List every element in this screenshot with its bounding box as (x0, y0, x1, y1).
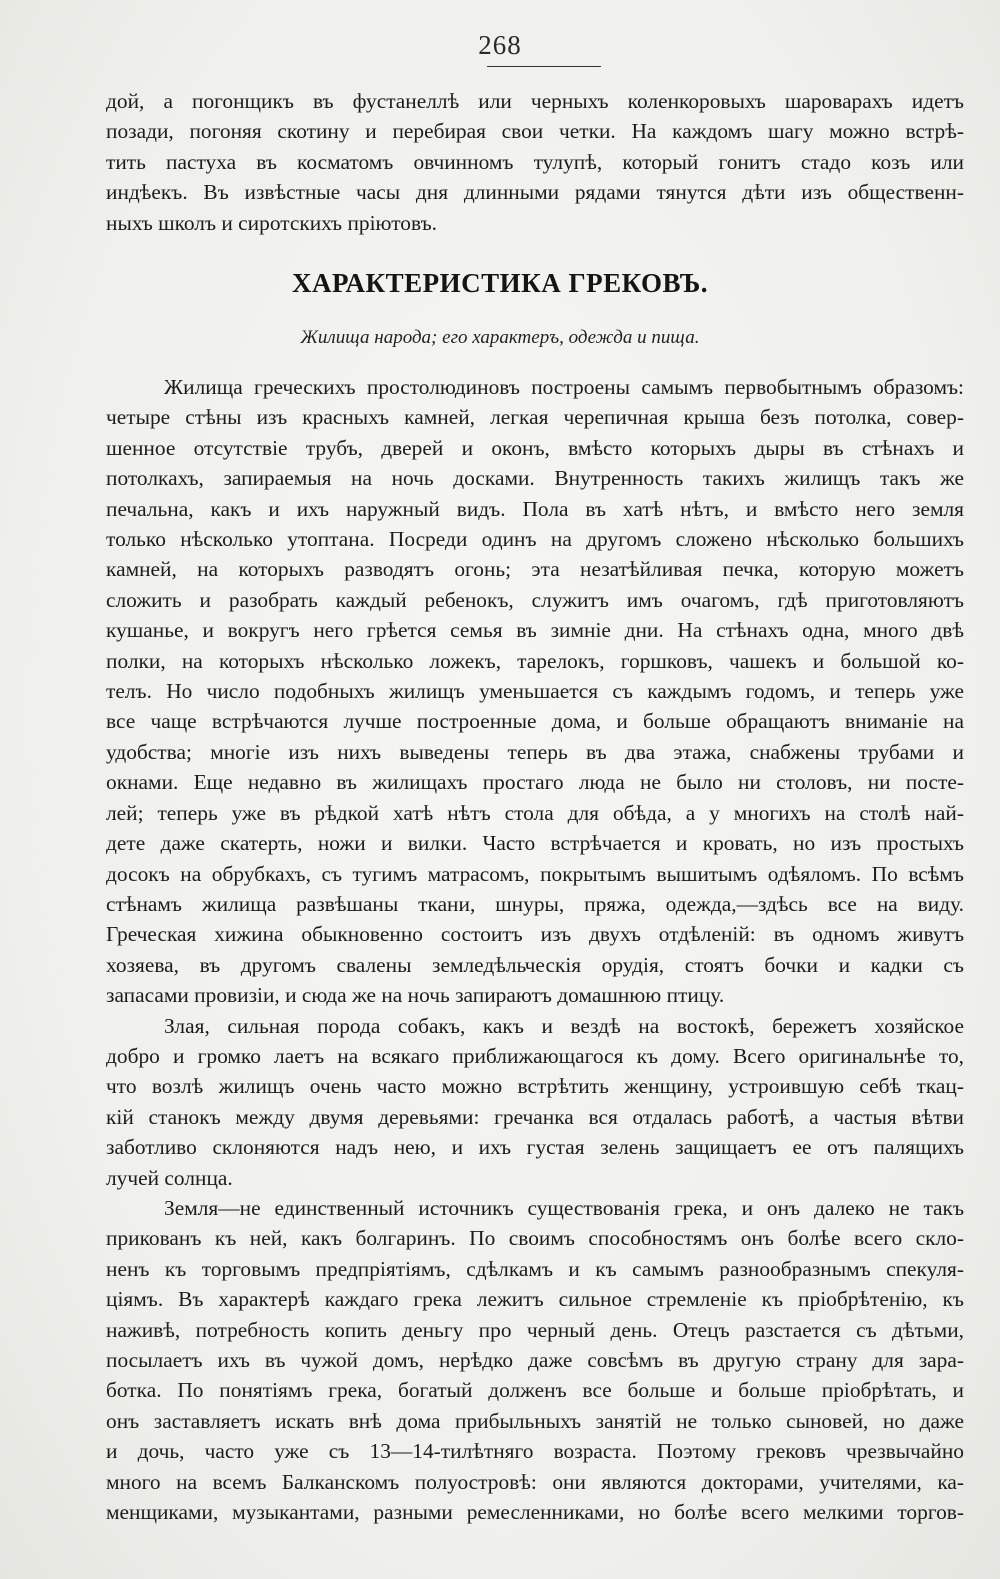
text-line: дой, а погонщикъ въ фустанеллѣ или черныхъ коленкоровыхъ шароварахъ идетъ (106, 89, 964, 113)
text-line: досокъ на обрубкахъ, съ тугимъ матрасомъ, покрытымъ вышитымъ одѣяломъ. По всѣмъ (106, 861, 964, 886)
text-line: ненъ къ торговымъ предпріятіямъ, сдѣлкамъ и къ самымъ разнообразнымъ спекуля- (106, 1256, 964, 1281)
text-line: Жилища греческихъ простолюдиновъ построены самымъ первобытнымъ образомъ: (164, 375, 964, 399)
main-text (106, 372, 964, 1527)
text-line: посылаетъ ихъ въ чужой домъ, нерѣдко даже совсѣмъ въ другую страну для зара- (106, 1348, 964, 1372)
text-line: тить пастуха въ косматомъ овчинномъ тулупѣ, который гонитъ стадо козъ или (106, 149, 964, 174)
text-line: позади, погоняя скотину и перебирая свои четки. На каждомъ шагу можно встрѣ- (106, 119, 964, 144)
text-line: только нѣсколько утоптана. Посреди одинъ на другомъ сложено нѣсколько большихъ (106, 527, 964, 552)
text-line: телъ. Но число подобныхъ жилищъ уменьшается съ каждымъ годомъ, и теперь уже (106, 679, 964, 704)
text-line: индѣекъ. Въ извѣстные часы дня длинными рядами тянутся дѣти изъ общественн- (106, 180, 964, 205)
top-paragraph (106, 86, 964, 238)
text-line: ціямъ. Въ характерѣ каждаго грека лежитъ сильное стремленіе къ пріобрѣтенію, къ (106, 1287, 964, 1312)
section-subtitle: Жилища народа; его характеръ, одежда и пища. (300, 327, 700, 348)
text-line: запасами провизіи, и сюда же на ночь запираютъ домашнюю птицу. (106, 983, 725, 1008)
text-line: менщиками, музыкантами, разными ремесленниками, но болѣе всего мелкими торгов- (106, 1500, 964, 1525)
text-line: лей; теперь уже въ рѣдкой хатѣ нѣтъ стола для обѣда, а у многихъ на столѣ най- (106, 800, 964, 825)
text-line: сложить и разобрать каждый ребенокъ, служитъ имъ очагомъ, гдѣ приготовляютъ (106, 587, 964, 612)
text-line: полки, на которыхъ нѣсколько ложекъ, тарелокъ, горшковъ, чашекъ и большой ко- (106, 648, 964, 673)
text-line: Злая, сильная порода собакъ, какъ и вездѣ на востокѣ, бережетъ хозяйское (164, 1013, 964, 1038)
text-line: хозяева, въ другомъ свалены земледѣльческія орудія, стоятъ бочки и кадки съ (106, 952, 964, 977)
text-line: онъ заставляетъ искать внѣ дома прибыльныхъ занятій не только сыновей, но даже (106, 1408, 964, 1433)
text-line: кушанье, и вокругъ него грѣется семья въ зимніе дни. На стѣнахъ одна, много двѣ (106, 618, 964, 643)
text-line: шенное отсутствіе трубъ, дверей и оконъ, вмѣсто которыхъ дыры въ стѣнахъ и (106, 435, 964, 460)
text-line: кій станокъ между двумя деревьями: гречанка вся отдалась работѣ, а частыя вѣтви (106, 1104, 964, 1129)
text-line: что возлѣ жилищъ очень часто можно встрѣтить женщину, устроившую себѣ ткац- (106, 1074, 964, 1099)
text-line: Земля—не единственный источникъ существованія грека, и онъ далеко не такъ (164, 1195, 964, 1220)
text-line: окнами. Еще недавно въ жилищахъ простаго люда не было ни столовъ, ни посте- (106, 770, 964, 795)
text-line: потолкахъ, запираемыя на ночь досками. Внутренность такихъ жилищъ такъ же (106, 466, 964, 491)
text-line: и дочь, часто уже съ 13—14-тилѣтняго возраста. Поэтому грековъ чрезвычайно (106, 1439, 964, 1464)
text-line: прикованъ къ ней, какъ болгаринъ. По своимъ способностямъ онъ болѣе всего скло- (106, 1226, 964, 1251)
text-line: четыре стѣны изъ красныхъ камней, легкая черепичная крыша безъ потолка, совер- (106, 405, 964, 430)
text-line: удобства; многіе изъ нихъ выведены теперь въ два этажа, снабжены трубами и (106, 739, 964, 764)
page-number-rule (487, 66, 601, 67)
text-line: добро и громко лаетъ на всякаго приближающагося къ дому. Всего оригинальнѣе то, (106, 1043, 964, 1068)
text-line: ныхъ школъ и сиротскихъ пріютовъ. (106, 210, 437, 235)
text-line: наживѣ, потребность копить деньгу про черный день. Отецъ разстается съ дѣтьми, (106, 1317, 964, 1342)
text-line: печальна, какъ и ихъ наружный видъ. Пола въ хатѣ нѣтъ, и вмѣсто него земля (106, 496, 964, 521)
text-line: дете даже скатерть, ножи и вилки. Часто встрѣчается и кровать, но изъ простыхъ (106, 831, 964, 856)
text-line: лучей солнца. (106, 1165, 233, 1190)
text-line: заботливо склоняются надъ нею, и ихъ густая зелень защищаетъ ее отъ палящихъ (106, 1135, 964, 1160)
page-number: 268 (478, 30, 522, 60)
text-line: стѣнамъ жилища развѣшаны ткани, шнуры, пряжа, одежда,—здѣсь все на виду. (106, 891, 964, 916)
text-line: много на всемъ Балканскомъ полуостровѣ: они являются докторами, учителями, ка- (106, 1469, 964, 1494)
text-line: камней, на которыхъ разводятъ огонь; эта незатѣйливая печка, которую можетъ (106, 557, 964, 582)
text-line: ботка. По понятіямъ грека, богатый долженъ все больше и больше пріобрѣтать, и (106, 1378, 964, 1403)
text-line: все чаще встрѣчаются лучше построенные дома, и больше обращаютъ вниманіе на (106, 709, 964, 734)
section-title: ХАРАКТЕРИСТИКА ГРЕКОВЪ. (291, 268, 709, 298)
text-line: Греческая хижина обыкновенно состоитъ изъ двухъ отдѣленій: въ одномъ живутъ (106, 922, 964, 947)
